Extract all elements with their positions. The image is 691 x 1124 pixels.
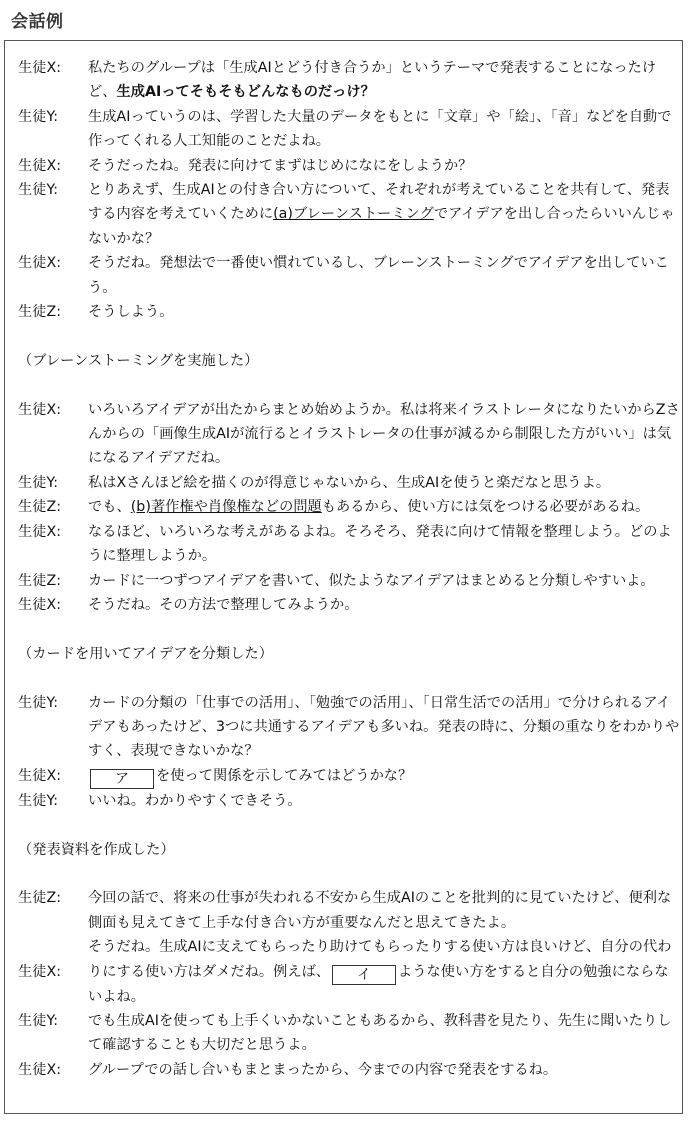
dialogue-text-part: を使って関係を示してみてはどうかな？ xyxy=(156,767,413,784)
speaker-label: 生徒Z: xyxy=(18,890,62,907)
narration-card-sorting: （カードを用いてアイデアを分類した） xyxy=(18,645,273,662)
dialogue-text: グループでの話し合いもまとまったから、今までの内容で発表をするね。 xyxy=(88,1061,558,1078)
page-title: 会話例 xyxy=(11,12,64,32)
dialogue-line xyxy=(18,764,680,789)
dialogue-text xyxy=(88,495,680,519)
speaker-label: 生徒X: xyxy=(18,596,62,613)
speaker-label: 生徒X: xyxy=(18,401,62,418)
spacer xyxy=(18,373,680,397)
dialogue-line xyxy=(18,520,680,569)
dialogue-text: そうしよう。 xyxy=(88,304,174,321)
speaker-label: 生徒Z: xyxy=(18,572,62,589)
spacer xyxy=(18,617,680,641)
speaker-label: 生徒Y: xyxy=(18,694,59,711)
speaker-label: 生徒Z: xyxy=(18,304,62,321)
speaker-label: 生徒X: xyxy=(18,60,62,76)
dialogue-line xyxy=(18,471,680,495)
answer-blank-a: ア xyxy=(90,769,154,789)
spacer xyxy=(18,666,680,690)
underlined-term-a: (a)ブレーンストーミング xyxy=(273,206,434,223)
dialogue-text: 今回の話で、将来の仕事が失われる不安から生成AIのことを批判的に見ていたけど、便利な側面も見えてきて上手な付き合い方が重要なんだと思えてきたよ。 xyxy=(88,890,672,931)
speaker-label: 生徒X: xyxy=(18,1061,62,1078)
dialogue-line xyxy=(18,593,680,617)
dialogue-text-part: ような使い方をすると自分の勉強にならないよね。 xyxy=(88,963,669,1005)
dialogue-text xyxy=(88,178,680,251)
speaker-label: 生徒X: xyxy=(18,963,62,980)
dialogue-line xyxy=(18,251,680,300)
dialogue-text: なるほど、いろいろな考えがあるよね。そろそろ、発表に向けて情報を整理しよう。どのように整理しようか。 xyxy=(88,523,672,565)
dialogue-line xyxy=(18,105,680,154)
dialogue-bold-question: 生成AIってそもそもどんなものだっけ？ xyxy=(116,84,375,101)
conversation-content xyxy=(18,56,680,1082)
dialogue-line xyxy=(18,691,680,764)
speaker-label: 生徒X: xyxy=(18,767,62,784)
dialogue-text-part: とりあえず、生成AIとの付き合い方について、それぞれが考えていることを共有して、発表する内容を考えていくために xyxy=(88,182,670,223)
spacer xyxy=(18,324,680,348)
dialogue-line xyxy=(18,789,680,813)
speaker-label: 生徒Y: xyxy=(18,108,59,125)
speaker-label: 生徒X: xyxy=(18,157,62,174)
dialogue-text: いいね。わかりやすくできそう。 xyxy=(88,792,302,809)
speaker-label: 生徒X: xyxy=(18,523,62,540)
dialogue-line xyxy=(18,935,680,1009)
dialogue-text xyxy=(88,56,680,105)
answer-blank-i: イ xyxy=(332,965,396,985)
dialogue-text xyxy=(88,935,680,1009)
dialogue-line xyxy=(18,1009,680,1058)
speaker-label: 生徒Y: xyxy=(18,1012,59,1029)
spacer xyxy=(18,813,680,837)
dialogue-text: カードの分類の「仕事での活用」、「勉強での活用」、「日常生活での活用」で分けられるアイデアもあったけど、3つに共通するアイデアも多いね。発表の時に、分類の重なりをわかりやすく、表現できないかな？ xyxy=(88,694,680,760)
dialogue-line xyxy=(18,886,680,935)
dialogue-text xyxy=(88,764,680,789)
dialogue-text: カードに一つずつアイデアを書いて、似たようなアイデアはまとめると分類しやすいよ。 xyxy=(88,572,655,589)
dialogue-line xyxy=(18,178,680,251)
dialogue-line xyxy=(18,1058,680,1082)
dialogue-text: 私はXさんほど絵を描くのが得意じゃないから、生成AIを使うと楽だなと思うよ。 xyxy=(88,474,611,491)
spacer xyxy=(18,862,680,886)
speaker-label: 生徒Y: xyxy=(18,182,59,199)
dialogue-text: そうだね。発想法で一番使い慣れているし、ブレーンストーミングでアイデアを出していこう。 xyxy=(88,255,669,296)
narration-presentation: （発表資料を作成した） xyxy=(18,841,175,858)
speaker-label: 生徒Y: xyxy=(18,792,59,809)
dialogue-line xyxy=(18,569,680,593)
dialogue-text-part: でアイデアを出し合ったらいいんじゃないかな？ xyxy=(88,206,675,247)
dialogue-line xyxy=(18,154,680,178)
speaker-label: 生徒Y: xyxy=(18,474,59,491)
dialogue-text-part: そうだね。生成AIに支えてもらったり助けてもらったりする使い方は良いけど、自分の代わりにする使い方はダメだね。例えば、 xyxy=(88,939,672,980)
speaker-label: 生徒Z: xyxy=(18,499,62,516)
narration-brainstorming: （ブレーンストーミングを実施した） xyxy=(18,352,259,369)
dialogue-text: でも生成AIを使っても上手くいかないこともあるから、教科書を見たり、先生に聞いたりして確認することも大切だと思うよ。 xyxy=(88,1012,672,1054)
dialogue-text-part: もあるから、使い方には気をつける必要があるね。 xyxy=(321,499,650,516)
dialogue-text: そうだったね。発表に向けてまずはじめになにをしようか？ xyxy=(88,157,473,174)
speaker-label: 生徒X: xyxy=(18,255,62,272)
dialogue-text: いろいろアイデアが出たからまとめ始めようか。私は将来イラストレータになりたいからZさんからの「画像生成AIが流行るとイラストレータの仕事が減るから制限した方がいい」は気になるアイデアだね。 xyxy=(88,401,680,467)
dialogue-text: 生成AIっていうのは、学習した大量のデータをもとに「文章」や「絵」、「音」などを自動で作ってくれる人工知能のことだよね。 xyxy=(88,108,672,150)
dialogue-line xyxy=(18,398,680,471)
dialogue-text: そうだね。その方法で整理してみようか。 xyxy=(88,596,359,613)
dialogue-text-part: 私たちのグループは「生成AIとどう付き合うか」というテーマで発表することになったけど、 xyxy=(88,60,657,101)
dialogue-line xyxy=(18,495,680,519)
dialogue-line xyxy=(18,56,680,105)
dialogue-text-part: でも、 xyxy=(88,499,131,516)
dialogue-line xyxy=(18,300,680,324)
underlined-term-b: (b)著作権や肖像権などの問題 xyxy=(130,499,322,516)
